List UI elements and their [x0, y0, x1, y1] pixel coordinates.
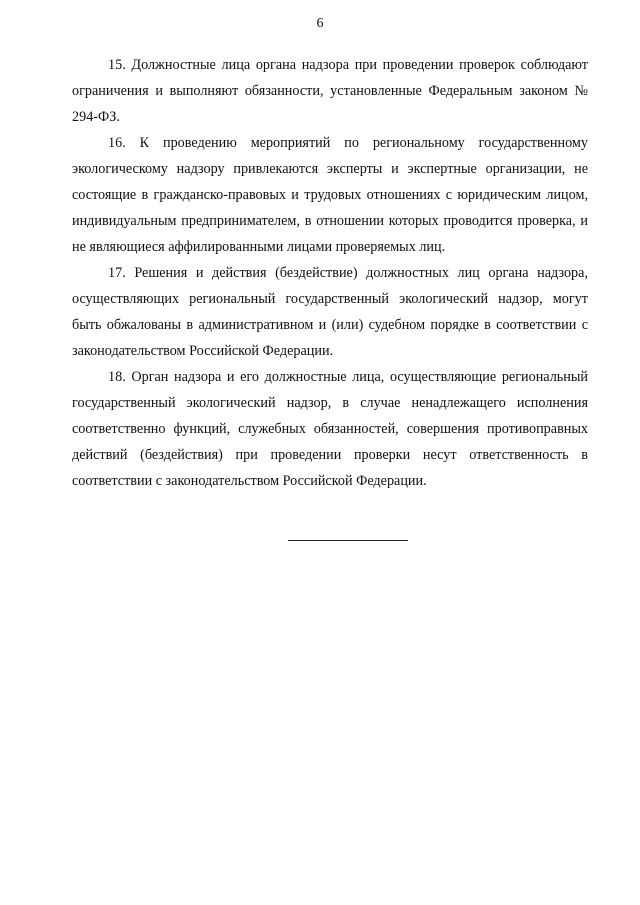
- paragraph-17: 17. Решения и действия (бездействие) должностных лиц органа надзора, осуществляющих региональный государственный экологический надзор, могут быть обжалованы в административном и (или) судебном порядке в соответствии с законодательством Российской Федерации.: [72, 265, 588, 359]
- paragraph-15: 15. Должностные лица органа надзора при проведении проверок соблюдают ограничения и выполняют обязанности, установленные Федеральным законом № 294-ФЗ.: [72, 57, 588, 125]
- paragraph-16: 16. К проведению мероприятий по региональному государственному экологическому надзору привлекаются эксперты и экспертные организации, не состоящие в гражданско-правовых и трудовых отношениях с юридическим лицом, индивидуальным предпринимателем, в отношении которых проводится проверка, и не являющиеся аффилированными лицами проверяемых лиц.: [72, 135, 588, 255]
- page-number: 6: [316, 16, 324, 31]
- document-body: [72, 52, 588, 494]
- paragraph-18: 18. Орган надзора и его должностные лица, осуществляющие региональный государственный экологический надзор, в случае ненадлежащего исполнения соответственно функций, служебных обязанностей, совершения противоправных действий (бездействия) при проведении проверки несут ответственность в соответствии с законодательством Российской Федерации.: [72, 369, 588, 489]
- end-divider-line: [288, 540, 408, 541]
